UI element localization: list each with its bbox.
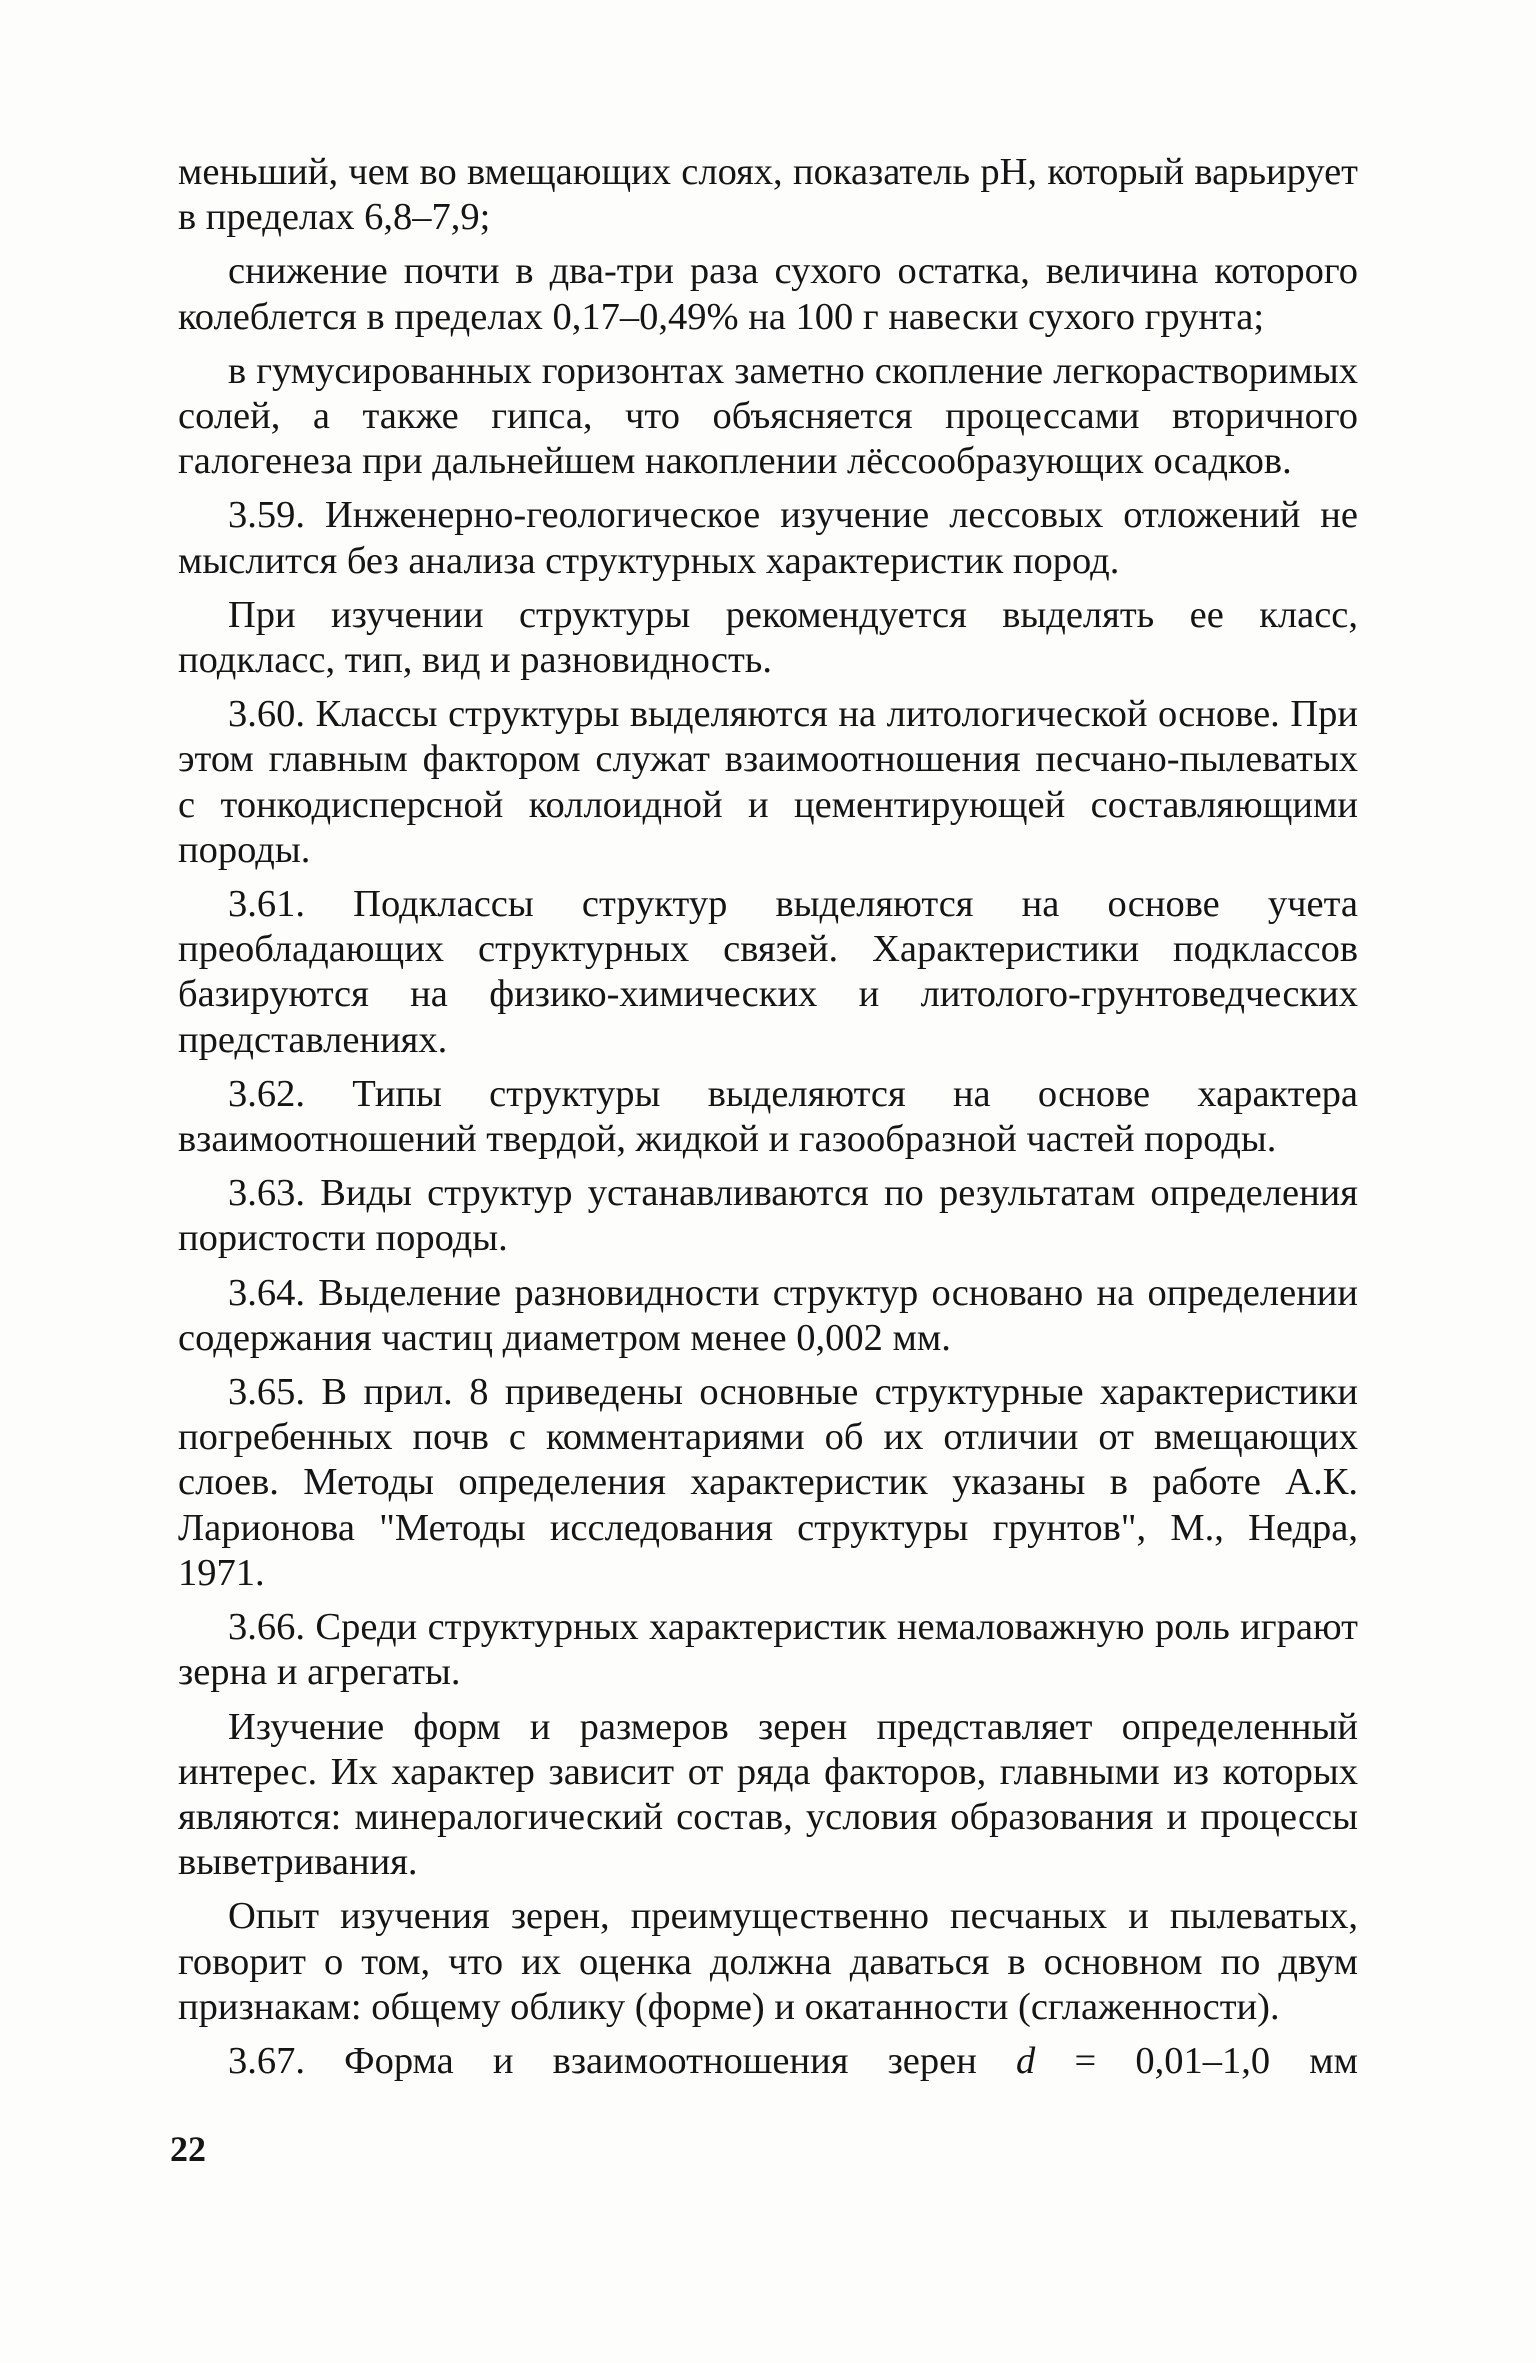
paragraph-3-62: 3.62. Типы структуры выделяются на основе характера взаимоотношений твердой, жидкой и газообразной частей породы. (178, 1072, 1358, 1161)
paragraph-3-67-text: 3.67. Форма и взаимоотношения зерен (228, 2039, 977, 2082)
paragraph-dry-residue: снижение почти в два-три раза сухого остатка, величина которого колеблется в пределах 0,17–0,49% на 100 г навески сухого грунта; (178, 250, 1358, 338)
paragraph-3-67 (178, 2039, 1358, 2084)
formula-value: = 0,01–1,0 мм (1074, 2039, 1359, 2082)
page-number: 22 (170, 2129, 206, 2169)
paragraph-ph: меньший, чем во вмещающих слоях, показатель рН, который варьирует в пределах 6,8–7,9; (178, 151, 1358, 239)
paragraph-humus-horizons: в гумусированных горизонтах заметно скопление легкорастворимых солей, а также гипса, что объясняется процессами вторичного галогенеза при дальнейшем накоплении лёссообразующих осадков. (178, 349, 1358, 483)
paragraph-3-59: 3.59. Инженерно-геологическое изучение лессовых отложений не мыслится без анализа структурных характеристик пород. (178, 494, 1358, 582)
paragraph-3-66: 3.66. Среди структурных характеристик немаловажную роль играют зерна и агрегаты. (178, 1606, 1358, 1694)
paragraph-3-61: 3.61. Подклассы структур выделяются на основе учета преобладающих структурных связей. Характеристики подклассов базируются на физико-химических и литолого-грунтоведческих представлениях. (178, 883, 1358, 1061)
paragraph-grain-experience: Опыт изучения зерен, преимущественно песчаных и пылеватых, говорит о том, что их оценка должна даваться в основном по двум признакам: общему облику (форме) и окатанности (сглаженности). (178, 1895, 1358, 2028)
formula-symbol: d (1016, 2039, 1036, 2082)
paragraph-3-60: 3.60. Классы структуры выделяются на литологической основе. При этом главным фактором служат взаимоотношения песчано-пылеватых с тонкодисперсной коллоидной и цементирующей составляющими породы. (178, 693, 1358, 871)
paragraph-3-65: 3.65. В прил. 8 приведены основные структурные характеристики погребенных почв с комментариями об их отличии от вмещающих слоев. Методы определения характеристик указаны в работе А.К. Ларионова "Методы исследования структуры грунтов", М., Недра, 1971. (178, 1371, 1358, 1594)
paragraph-grain-study: Изучение форм и размеров зерен представляет определенный интерес. Их характер зависит от ряда факторов, главными из которых являются: минералогический состав, условия образования и процессы выветривания. (178, 1705, 1358, 1884)
paragraph-3-63: 3.63. Виды структур устанавливаются по результатам определения пористости породы. (178, 1172, 1358, 1260)
paragraph-3-64: 3.64. Выделение разновидности структур основано на определении содержания частиц диаметром менее 0,002 мм. (178, 1271, 1358, 1359)
paragraph-structure-study: При изучении структуры рекомендуется выделять ее класс, подкласс, тип, вид и разновидность. (178, 593, 1358, 682)
body-text (178, 150, 1358, 2093)
